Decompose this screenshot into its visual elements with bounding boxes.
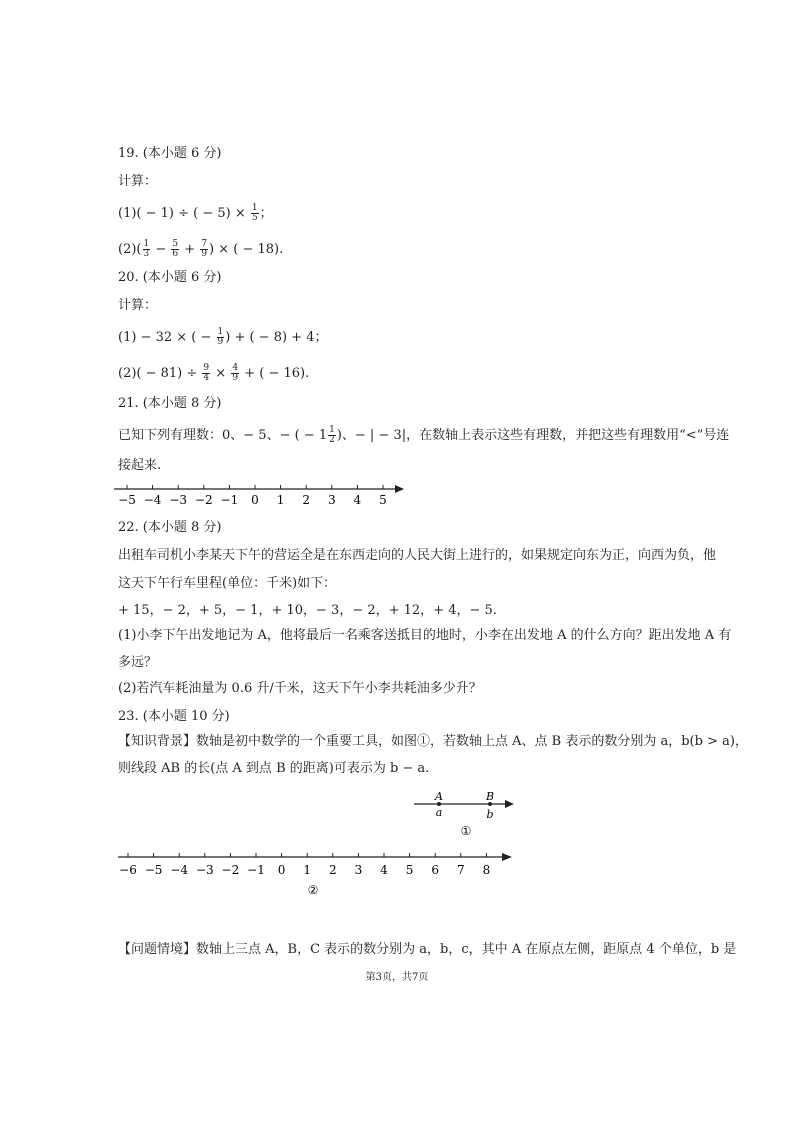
q22-paragraph-line1: 出租车司机小李某天下午的营运全是在东西走向的人民大街上进行的，如果规定向东为正，向西为负，他 (118, 548, 717, 563)
q23-problem-line: 【问题情境】数轴上三点 A，B，C 表示的数分别为 a，b，c，其中 A 在原点左侧，距原点 4 个单位，b 是 (118, 942, 737, 957)
axis-tick-label: −6 (119, 863, 137, 877)
axis-tick-label: 5 (379, 493, 387, 507)
q19-item-1: (1)( − 1) ÷ ( − 5) × $\frac{1}{5}$ ； (118, 203, 273, 223)
fraction: $\frac{1}{2}$ (329, 425, 335, 445)
q23-figure-2-number-line (110, 848, 530, 898)
axis-tick-label: −4 (143, 493, 162, 507)
axis-tick-label: 5 (405, 863, 414, 877)
fraction: $\frac{7}{9}$ (201, 239, 208, 259)
fraction: $\frac{1}{5}$ (251, 203, 258, 223)
axis-tick-label: 1 (276, 493, 285, 507)
q21-text-line1: 已知下列有理数：0、− 5、− ( − 1 $\frac{1}{2}$ )、− | − 3|，在数轴上表示这些有理数，并把这些有理数用“<”号连 (118, 425, 730, 445)
q22-paragraph-line2: 这天下午行车里程(单位：千米)如下： (118, 576, 337, 591)
axis-tick-label: 4 (353, 493, 362, 507)
axis-tick-label: −1 (247, 863, 265, 877)
fraction: $\frac{5}{6}$ (172, 239, 179, 259)
q21-number-line (110, 478, 410, 510)
fraction: $\frac{9}{4}$ (203, 363, 210, 383)
axis-tick-label: −3 (195, 863, 214, 877)
axis-tick-label: 1 (303, 863, 312, 877)
figure-2-label: ② (307, 883, 319, 897)
q19-item1-prefix: (1)( − 1) ÷ ( − 5) × (118, 206, 250, 221)
q19-header: 19. (本小题 6 分) (118, 146, 222, 161)
axis-tick-label: −5 (118, 493, 136, 507)
q23-background-line2: 则线段 AB 的长(点 A 到点 B 的距离)可表示为 b − a. (118, 761, 430, 776)
axis-tick-label: −4 (170, 863, 189, 877)
axis-tick-label: −2 (194, 493, 213, 507)
fraction: $\frac{4}{9}$ (232, 363, 239, 383)
q22-header: 22. (本小题 8 分) (118, 520, 222, 535)
q19-instruction: 计算： (118, 174, 158, 189)
point-b-label: B (485, 790, 495, 803)
q23-background-line1: 【知识背景】数轴是初中数学的一个重要工具，如图①，若数轴上点 A、点 B 表示的数分别为 a，b(b > a)， (118, 734, 748, 749)
fraction: $\frac{1}{9}$ (217, 327, 224, 347)
page-footer: 第3页，共7页 (365, 972, 429, 983)
q20-instruction: 计算： (118, 298, 158, 313)
q20-item-1: (1) − 32 × ( − $\frac{1}{9}$ ) + ( − 8) + 4； (118, 327, 328, 347)
q19-item-2: (2)( $\frac{1}{3}$ − $\frac{5}{6}$ + $\frac{7}{9}$ ) × ( − 18). (118, 239, 284, 259)
q22-mileage-list: + 15，− 2，+ 5，− 1，+ 10，− 3，− 2，+ 12，+ 4，− 5. (118, 603, 497, 618)
axis-tick-label: 3 (354, 863, 363, 877)
axis-tick-label: 3 (327, 493, 336, 507)
q20-item-2: (2)( − 81) ÷ $\frac{9}{4}$ × $\frac{4}{9}$ + ( − 16). (118, 363, 310, 383)
axis-tick-label: −5 (144, 863, 163, 877)
axis-tick-label: 6 (431, 863, 440, 877)
axis-tick-label: −2 (221, 863, 240, 877)
axis-tick-label: 2 (328, 863, 337, 877)
q22-sub2: (2)若汽车耗油量为 0.6 升/千米，这天下午小李共耗油多少升？ (118, 681, 482, 696)
q23-figure-1 (410, 790, 530, 840)
axis-tick-label: −3 (169, 493, 188, 507)
axis-tick-label: 0 (251, 493, 259, 507)
q20-header: 20. (本小题 6 分) (118, 270, 222, 285)
figure-1-label: ① (460, 824, 472, 838)
axis-tick-label: 2 (302, 493, 311, 507)
fraction: $\frac{1}{3}$ (143, 239, 150, 259)
axis-tick-label: 7 (456, 863, 465, 877)
point-b-value: b (486, 808, 494, 821)
q21-text-line2: 接起来. (118, 458, 162, 473)
point-a-label: A (435, 790, 443, 803)
axis-tick-label: 0 (277, 863, 286, 877)
axis-tick-label: 4 (380, 863, 388, 877)
q21-header: 21. (本小题 8 分) (118, 396, 222, 411)
point-a-value: a (435, 806, 443, 819)
axis-tick-label: −1 (220, 493, 239, 507)
q22-sub1-line1: (1)小李下午出发地记为 A，他将最后一名乘客送抵目的地时，小李在出发地 A 的什么方向？距出发地 A 有 (118, 628, 732, 643)
axis-tick-label: 8 (482, 863, 491, 877)
q23-header: 23. (本小题 10 分) (118, 709, 230, 724)
q22-sub1-line2: 多远？ (118, 655, 158, 670)
